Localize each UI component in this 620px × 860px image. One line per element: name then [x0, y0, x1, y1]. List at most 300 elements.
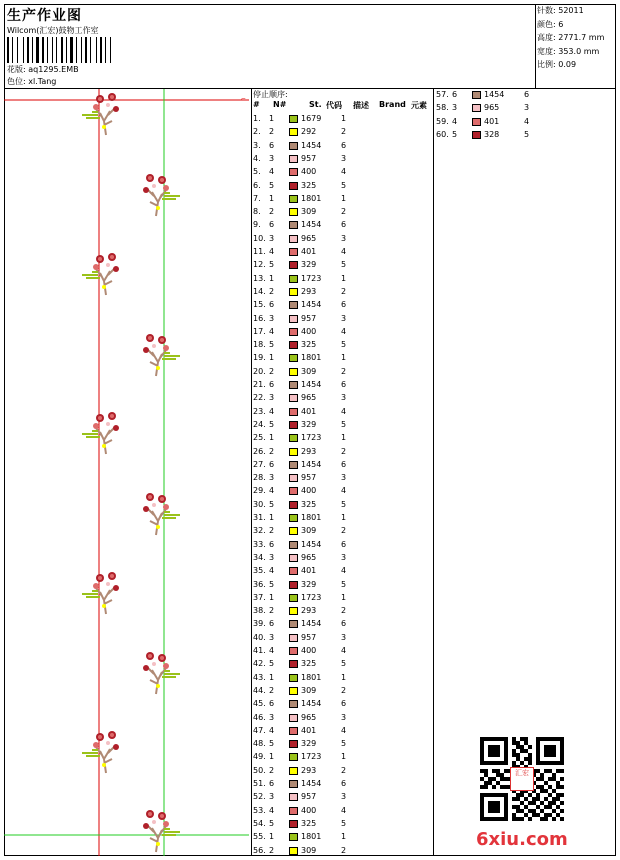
thread-code: 400 [301, 167, 317, 177]
color-swatch [289, 820, 298, 828]
needle-number: 3 [269, 313, 275, 323]
stop-seq: 41. [253, 646, 266, 655]
stop-row [253, 313, 431, 325]
thread-code: 965 [484, 103, 500, 113]
color-swatch [289, 275, 298, 283]
thread-code: 965 [301, 393, 317, 403]
stop-row [253, 459, 431, 471]
stop-row [253, 193, 431, 205]
color-swatch [289, 514, 298, 522]
color-swatch [289, 847, 298, 855]
element-number: 6 [341, 699, 347, 709]
thread-code: 309 [301, 207, 317, 217]
element-number: 6 [341, 619, 347, 629]
design-preview [4, 89, 252, 856]
embroidery-motif [78, 91, 128, 137]
stop-seq: 32. [253, 526, 266, 536]
element-number: 2 [341, 366, 347, 376]
thread-code: 400 [301, 646, 317, 655]
stop-seq: 36. [253, 579, 266, 589]
needle-number: 1 [269, 752, 275, 762]
stop-row [253, 446, 431, 458]
needle-number: 1 [269, 513, 275, 522]
color-swatch [289, 195, 298, 203]
element-number: 1 [341, 193, 347, 203]
stop-row [253, 658, 431, 670]
stop-row [253, 219, 431, 231]
header-block [4, 4, 616, 89]
stop-seq: 59. [436, 116, 449, 126]
element-number: 6 [341, 779, 347, 788]
needle-number: 3 [269, 393, 275, 403]
stop-row [253, 791, 431, 803]
needle-number: 1 [269, 832, 275, 842]
element-number: 6 [341, 220, 347, 230]
stop-seq: 24. [253, 419, 266, 429]
table-header [253, 100, 433, 112]
stop-row [253, 485, 431, 497]
stop-seq: 1. [253, 114, 261, 123]
preview-canvas [4, 89, 252, 856]
stop-seq: 49. [253, 752, 266, 762]
stop-seq: 15. [253, 300, 266, 310]
stop-seq: 12. [253, 260, 266, 270]
color-swatch [289, 408, 298, 416]
stop-row [253, 552, 431, 564]
color-swatch [289, 807, 298, 815]
thread-code: 957 [301, 313, 317, 323]
stamp-logo: 汇宏 [510, 767, 534, 791]
watermark: 6xiu.com [476, 829, 568, 850]
needle-number: 5 [269, 739, 275, 749]
element-number: 6 [524, 90, 530, 99]
needle-number: 4 [452, 116, 458, 126]
stop-seq: 38. [253, 606, 266, 616]
color-swatch [289, 434, 298, 442]
color-file-label: 色位: [7, 77, 26, 86]
stop-row [436, 116, 614, 128]
needle-number: 6 [269, 619, 275, 629]
color-swatch [289, 793, 298, 801]
stop-row [253, 286, 431, 298]
needle-number: 3 [269, 552, 275, 562]
color-swatch [289, 687, 298, 695]
color-swatch [289, 448, 298, 456]
stop-row [253, 618, 431, 630]
stop-row [253, 153, 431, 165]
thread-code: 325 [301, 659, 317, 669]
needle-number: 4 [269, 326, 275, 336]
color-swatch [289, 700, 298, 708]
thread-code: 1454 [301, 619, 322, 629]
thread-code: 329 [301, 579, 317, 589]
stop-row [253, 126, 431, 138]
stop-row [253, 113, 431, 125]
stop-row [253, 645, 431, 657]
stop-row [253, 326, 431, 338]
stop-seq: 35. [253, 566, 266, 576]
element-number: 1 [341, 353, 347, 363]
needle-number: 4 [269, 406, 275, 416]
needle-number: 3 [269, 473, 275, 483]
color-swatch [289, 168, 298, 176]
element-number: 4 [341, 406, 347, 416]
stop-row [436, 129, 614, 141]
color-swatch [289, 474, 298, 482]
stop-seq: 14. [253, 286, 266, 296]
element-number: 2 [341, 446, 347, 456]
element-number: 3 [341, 473, 347, 483]
needle-number: 5 [269, 419, 275, 429]
element-number: 3 [341, 313, 347, 323]
thread-code: 401 [301, 566, 317, 576]
element-number: 3 [341, 552, 347, 562]
stop-row [253, 206, 431, 218]
thread-code: 965 [301, 552, 317, 562]
color-swatch [289, 660, 298, 668]
stop-row [253, 379, 431, 391]
color-swatch [289, 753, 298, 761]
needle-number: 6 [269, 140, 275, 150]
color-swatch [472, 91, 481, 99]
spec-scale: 比例: 0.09 [537, 60, 577, 70]
color-swatch [472, 118, 481, 126]
color-file-value: xl.Tang [28, 77, 57, 86]
color-swatch [289, 221, 298, 229]
stop-row [253, 725, 431, 737]
thread-code: 325 [301, 180, 317, 190]
embroidery-motif [78, 410, 128, 456]
element-number: 2 [341, 606, 347, 616]
stop-seq: 53. [253, 805, 266, 815]
element-number: 1 [341, 114, 347, 123]
stop-seq: 52. [253, 792, 266, 802]
embroidery-motif [134, 491, 184, 537]
element-number: 6 [341, 140, 347, 150]
embroidery-motif [134, 332, 184, 378]
element-number: 4 [341, 566, 347, 576]
stop-seq: 17. [253, 326, 266, 336]
element-number: 5 [341, 180, 347, 190]
needle-number: 4 [269, 805, 275, 815]
color-swatch [289, 461, 298, 469]
needle-number: 3 [269, 632, 275, 642]
color-swatch [289, 581, 298, 589]
stop-row [253, 499, 431, 511]
col-desc: 描述 [353, 101, 369, 110]
thread-code: 309 [301, 526, 317, 536]
stop-seq: 16. [253, 313, 266, 323]
stop-seq: 8. [253, 207, 261, 217]
col-element: 元素 [411, 101, 427, 110]
color-swatch [289, 607, 298, 615]
embroidery-motif [78, 570, 128, 616]
thread-code: 1801 [301, 832, 322, 842]
spec-panel [537, 4, 604, 72]
thread-code: 292 [301, 127, 317, 137]
stop-row [253, 512, 431, 524]
color-swatch [289, 128, 298, 136]
element-number: 4 [341, 326, 347, 336]
stop-seq: 13. [253, 273, 266, 283]
color-swatch [289, 727, 298, 735]
needle-number: 1 [269, 353, 275, 363]
stop-seq: 56. [253, 845, 266, 855]
color-swatch [289, 620, 298, 628]
element-number: 3 [341, 632, 347, 642]
needle-number: 4 [269, 247, 275, 256]
element-number: 1 [341, 513, 347, 522]
stop-seq: 22. [253, 393, 266, 403]
stop-row [253, 233, 431, 245]
color-swatch [289, 301, 298, 309]
stop-seq: 19. [253, 353, 266, 363]
embroidery-motif [134, 808, 184, 854]
element-number: 5 [341, 659, 347, 669]
thread-code: 400 [301, 486, 317, 496]
element-number: 5 [341, 340, 347, 350]
thread-code: 1454 [301, 300, 322, 310]
thread-code: 1801 [301, 193, 322, 203]
color-swatch [289, 142, 298, 150]
header-divider [535, 4, 536, 89]
stop-seq: 45. [253, 699, 266, 709]
thread-code: 329 [301, 419, 317, 429]
stop-seq: 33. [253, 539, 266, 549]
needle-number: 5 [269, 499, 275, 509]
element-number: 4 [341, 247, 347, 256]
color-swatch [289, 767, 298, 775]
needle-number: 3 [269, 792, 275, 802]
element-number: 2 [341, 845, 347, 855]
element-number: 2 [341, 127, 347, 137]
needle-number: 3 [269, 153, 275, 163]
stop-sequence-continued [434, 89, 616, 856]
color-swatch [289, 594, 298, 602]
thread-code: 293 [301, 446, 317, 456]
thread-code: 400 [301, 805, 317, 815]
element-number: 6 [341, 300, 347, 310]
needle-number: 1 [269, 193, 275, 203]
thread-code: 957 [301, 632, 317, 642]
company-name: Wilcom(汇宏)鼓物工作室 [7, 26, 99, 35]
stop-seq: 4. [253, 153, 261, 163]
thread-code: 1454 [301, 220, 322, 230]
thread-code: 957 [301, 153, 317, 163]
stop-seq: 25. [253, 433, 266, 443]
thread-code: 400 [301, 326, 317, 336]
thread-code: 401 [484, 116, 500, 126]
needle-number: 6 [269, 220, 275, 230]
stop-seq: 42. [253, 659, 266, 669]
needle-number: 2 [269, 366, 275, 376]
color-swatch [289, 567, 298, 575]
needle-number: 2 [269, 286, 275, 296]
page-title: 生产作业图 [7, 8, 82, 24]
element-number: 2 [341, 526, 347, 536]
color-swatch [289, 527, 298, 535]
stop-row [253, 765, 431, 777]
stop-row [253, 605, 431, 617]
needle-number: 3 [452, 103, 458, 113]
stop-seq: 34. [253, 552, 266, 562]
thread-code: 1454 [301, 699, 322, 709]
element-number: 6 [341, 459, 347, 469]
element-number: 3 [341, 712, 347, 722]
needle-number: 2 [269, 207, 275, 217]
color-swatch [289, 208, 298, 216]
stop-seq: 21. [253, 380, 266, 389]
stop-row [253, 592, 431, 604]
stop-row [436, 102, 614, 114]
element-number: 3 [341, 393, 347, 403]
needle-number: 3 [269, 712, 275, 722]
element-number: 5 [341, 739, 347, 749]
needle-number: 5 [269, 659, 275, 669]
thread-code: 1454 [301, 459, 322, 469]
needle-number: 6 [269, 300, 275, 310]
spec-stitches: 针数: 52011 [537, 6, 584, 15]
stop-seq: 30. [253, 499, 266, 509]
stop-row [253, 472, 431, 484]
needle-number: 1 [269, 273, 275, 283]
element-number: 2 [341, 286, 347, 296]
stop-sequence-label: 停止顺序: [253, 90, 288, 99]
stop-row [253, 698, 431, 710]
stop-row [253, 246, 431, 258]
needle-number: 5 [452, 129, 458, 139]
spec-colors: 颜色: 6 [537, 19, 564, 29]
element-number: 6 [341, 380, 347, 389]
color-swatch [289, 487, 298, 495]
element-number: 5 [341, 499, 347, 509]
stop-row [253, 712, 431, 724]
stop-row [253, 180, 431, 192]
color-swatch [289, 115, 298, 123]
barcode [7, 37, 122, 63]
stop-seq: 50. [253, 765, 266, 775]
element-number: 6 [341, 539, 347, 549]
color-swatch [289, 368, 298, 376]
thread-code: 1454 [301, 380, 322, 389]
color-swatch [289, 541, 298, 549]
element-number: 2 [341, 685, 347, 695]
needle-number: 2 [269, 685, 275, 695]
design-file-line [7, 64, 79, 75]
needle-number: 6 [269, 459, 275, 469]
thread-code: 325 [301, 499, 317, 509]
thread-code: 293 [301, 606, 317, 616]
color-swatch [289, 315, 298, 323]
thread-code: 401 [301, 247, 317, 256]
color-swatch [289, 554, 298, 562]
design-file-label: 花版: [7, 65, 26, 74]
stop-seq: 44. [253, 685, 266, 695]
needle-number: 4 [269, 646, 275, 655]
element-number: 2 [341, 765, 347, 775]
embroidery-motif [78, 251, 128, 297]
needle-number: 5 [269, 180, 275, 190]
stop-row [253, 831, 431, 843]
thread-code: 1723 [301, 592, 322, 602]
needle-number: 2 [269, 606, 275, 616]
stop-row [253, 140, 431, 152]
element-number: 4 [341, 725, 347, 735]
thread-code: 325 [301, 340, 317, 350]
embroidery-motif [78, 729, 128, 775]
color-swatch [289, 235, 298, 243]
element-number: 4 [341, 486, 347, 496]
thread-code: 1454 [301, 140, 322, 150]
stop-row [253, 751, 431, 763]
col-code: 代码 [326, 101, 342, 110]
needle-number: 6 [269, 699, 275, 709]
stop-seq: 28. [253, 473, 266, 483]
stop-row [253, 392, 431, 404]
thread-code: 1723 [301, 273, 322, 283]
stop-seq: 27. [253, 459, 266, 469]
thread-code: 328 [484, 129, 500, 139]
thread-code: 309 [301, 845, 317, 855]
thread-code: 329 [301, 260, 317, 270]
stop-seq: 5. [253, 167, 261, 177]
thread-code: 1454 [484, 90, 505, 99]
element-number: 2 [341, 207, 347, 217]
color-swatch [289, 833, 298, 841]
stop-row [253, 738, 431, 750]
stop-row [253, 685, 431, 697]
col-n: N# [273, 100, 287, 109]
needle-number: 6 [269, 539, 275, 549]
needle-number: 2 [269, 845, 275, 855]
stop-seq: 7. [253, 193, 261, 203]
col-st: St. [309, 100, 322, 109]
stop-seq: 37. [253, 592, 266, 602]
thread-code: 957 [301, 792, 317, 802]
needle-number: 4 [269, 566, 275, 576]
col-brand: Brand [379, 100, 406, 109]
thread-code: 309 [301, 685, 317, 695]
stop-seq: 31. [253, 513, 266, 522]
stop-seq: 54. [253, 818, 266, 828]
stop-seq: 47. [253, 725, 266, 735]
color-swatch [289, 714, 298, 722]
needle-number: 5 [269, 579, 275, 589]
spec-width: 宽度: 353.0 mm [537, 46, 600, 56]
element-number: 3 [341, 153, 347, 163]
element-number: 3 [341, 233, 347, 243]
stop-sequence-table [252, 89, 434, 856]
stop-seq: 43. [253, 672, 266, 682]
color-swatch [289, 354, 298, 362]
spec-height: 高度: 2771.7 mm [537, 33, 605, 43]
needle-number: 5 [269, 260, 275, 270]
stop-seq: 2. [253, 127, 261, 137]
embroidery-motif [134, 172, 184, 218]
color-swatch [289, 261, 298, 269]
thread-code: 1723 [301, 433, 322, 443]
element-number: 5 [341, 419, 347, 429]
needle-number: 4 [269, 725, 275, 735]
design-file-value: aq1295.EMB [28, 65, 79, 74]
stop-row [253, 352, 431, 364]
needle-number: 6 [269, 380, 275, 389]
stop-seq: 39. [253, 619, 266, 629]
stop-seq: 3. [253, 140, 261, 150]
element-number: 1 [341, 592, 347, 602]
element-number: 4 [524, 116, 530, 126]
element-number: 1 [341, 752, 347, 762]
